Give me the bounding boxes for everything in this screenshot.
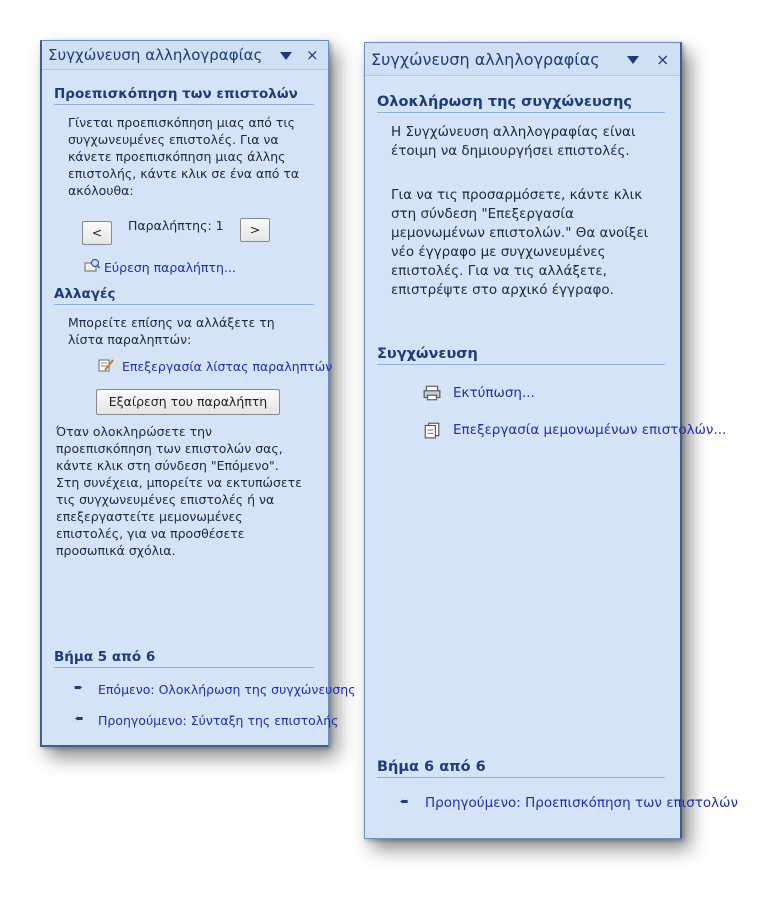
next-step-link[interactable]: Επόμενο: Ολοκλήρωση της συγχώνευσης (98, 682, 356, 697)
section-heading-changes: Αλλαγές (54, 286, 314, 305)
complete-paragraph-1: Η Συγχώνευση αλληλογραφίας είναι έτοιμη να δημιουργήσει επιστολές. (391, 124, 636, 159)
dropdown-triangle-icon[interactable] (280, 52, 292, 60)
arrow-right-icon: ➨ (74, 681, 84, 694)
find-recipient-link[interactable]: Εύρεση παραλήπτη... (104, 260, 236, 275)
next-recipient-button[interactable]: > (240, 218, 270, 242)
edit-list-icon (98, 358, 114, 372)
step-heading: Βήμα 6 από 6 (377, 759, 665, 778)
section-heading-preview: Προεπισκόπηση των επιστολών (54, 86, 314, 105)
previous-step-link[interactable]: Προηγούμενο: Προεπισκόπηση των επιστολών (425, 795, 738, 811)
task-pane-titlebar (42, 41, 328, 70)
task-pane-titlebar (365, 43, 680, 76)
edit-recipient-list-link[interactable]: Επεξεργασία λίστας παραληπτών (122, 359, 333, 374)
exclude-recipient-button[interactable]: Εξαίρεση του παραλήπτη (96, 389, 280, 415)
arrow-left-icon: ➨ (399, 795, 409, 808)
step-heading: Βήμα 5 από 6 (54, 649, 314, 668)
close-icon[interactable]: × (656, 50, 670, 69)
task-pane-title: Συγχώνευση αλληλογραφίας (371, 50, 600, 69)
edit-individual-letters-link[interactable]: Επεξεργασία μεμονωμένων επιστολών... (453, 422, 727, 438)
completion-note: Όταν ολοκληρώσετε την προεπισκόπηση των επιστολών σας, κάντε κλικ στη σύνδεση "Επόμενο". Στη συνέχεια, μπορείτε να εκτυπώσετε τις συγχωνευμένες επιστολές ή να επεξεργαστείτε μεμονωμένες επιστολές, για να προσθέσετε προσωπικά σχόλια. (56, 424, 302, 558)
dropdown-triangle-icon[interactable] (627, 56, 639, 64)
print-link[interactable]: Εκτύπωση... (453, 385, 535, 401)
previous-step-link[interactable]: Προηγούμενο: Σύνταξη της επιστολής (98, 713, 339, 728)
previous-recipient-button[interactable]: < (82, 221, 112, 245)
complete-paragraph-2: Για να τις προσαρμόσετε, κάντε κλικ στη σύνδεση "Επεξεργασία μεμονωμένων επιστολών." Θα ανοίξει νέο έγγραφο με συγχωνευμένες επιστολές. Για να τις αλλάξετε, επιστρέψτε στο αρχικό έγγραφο. (391, 187, 649, 298)
recipient-counter: Παραλήπτης: 1 (128, 218, 224, 233)
task-pane-title: Συγχώνευση αλληλογραφίας (48, 46, 263, 64)
changes-description: Μπορείτε επίσης να αλλάξετε τη λίστα παραληπτών: (68, 315, 275, 347)
edit-letters-icon (423, 422, 441, 438)
print-icon (423, 385, 441, 401)
task-pane-step5 (40, 40, 356, 747)
section-heading-merge: Συγχώνευση (377, 346, 665, 365)
task-pane-step6 (364, 42, 738, 839)
arrow-left-icon: ➨ (74, 712, 84, 725)
close-icon[interactable]: × (306, 46, 319, 64)
find-recipient-icon (84, 258, 100, 272)
section-heading-complete: Ολοκλήρωση της συγχώνευσης (377, 94, 665, 113)
preview-description: Γίνεται προεπισκόπηση μιας από τις συγχωνευμένες επιστολές. Για να κάνετε προεπισκόπηση μιας άλλης επιστολής, κάντε κλικ σε ένα από τα ακόλουθα: (68, 115, 300, 198)
